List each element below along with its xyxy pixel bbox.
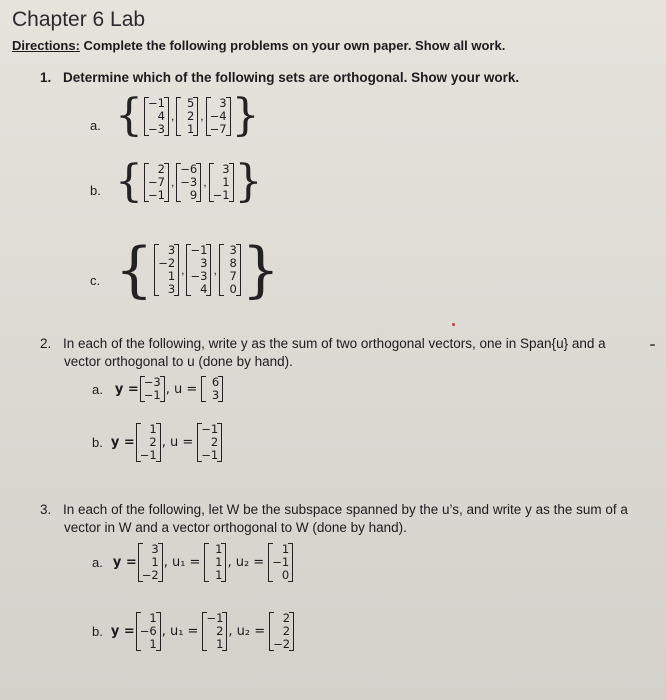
vector-u1: −1 2 1	[202, 612, 227, 651]
set-1b: { 2 −7 −1 , −6 −3 9 , 3 1 −1 }	[115, 156, 263, 207]
y-equals: y =	[110, 624, 135, 639]
vector-1a-1: −1 4 −3	[144, 97, 169, 136]
part-3b-label: b.	[92, 624, 103, 639]
directions-label: Directions:	[12, 38, 80, 53]
vector-u2: 1 −1 0	[268, 543, 293, 582]
page-title: Chapter 6 Lab	[12, 8, 146, 31]
problem-2-text-1: In each of the following, write y as the sum of two orthogonal vectors, one in Span{u} and a	[63, 336, 606, 351]
vector-u: −1 2 −1	[197, 423, 222, 462]
problem-3-line-1	[40, 502, 628, 517]
problem-2-number: 2.	[40, 336, 52, 351]
u-equals: , u =	[161, 435, 194, 450]
part-1b-label: b.	[90, 183, 101, 198]
problem-2-text-2: vector orthogonal to u (done by hand).	[64, 354, 293, 369]
part-1a-label: a.	[90, 118, 101, 133]
problem-3-text-2: vector in W and a vector orthogonal to W (done by hand).	[64, 520, 407, 535]
set-1c: { 3 −2 1 3 , −1 3 −3 4 , 3 8 7 0 }	[115, 235, 280, 305]
problem-1-number: 1.	[40, 70, 52, 85]
u2-equals: , u₂ =	[228, 624, 266, 639]
u1-equals: , u₁ =	[161, 624, 199, 639]
vector-1b-1: 2 −7 −1	[144, 163, 169, 202]
part-1c-label: c.	[90, 273, 101, 288]
problem-1-text: Determine which of the following sets are orthogonal. Show your work.	[63, 70, 520, 85]
vector-y: 3 1 −2	[138, 543, 163, 582]
u2-equals: , u₂ =	[227, 555, 265, 570]
problem-3-number: 3.	[40, 502, 52, 517]
u1-equals: , u₁ =	[163, 555, 201, 570]
set-open-brace: {	[115, 156, 143, 207]
problem-3-text-1: In each of the following, let W be the subspace spanned by the u’s, and write y as the sum of a	[63, 502, 628, 517]
y-equals: y =	[110, 435, 135, 450]
vector-y: 1 2 −1	[136, 423, 161, 462]
part-3b	[92, 612, 295, 651]
directions	[12, 38, 505, 53]
vector-y: 1 −6 1	[136, 612, 161, 651]
set-close-brace: }	[231, 90, 260, 141]
part-2a	[92, 376, 224, 402]
vector-u1: 1 1 1	[204, 543, 226, 582]
problem-1-header	[40, 70, 519, 85]
vector-y: −3 −1	[140, 376, 165, 402]
u-equals: , u =	[165, 381, 198, 397]
part-3a-label: a.	[92, 555, 103, 570]
set-1a: { −1 4 −3 , 5 2 1 , 3 −4 −7 }	[115, 90, 260, 141]
directions-text: Complete the following problems on your own paper. Show all work.	[79, 38, 506, 53]
part-3a	[92, 543, 294, 582]
vector-1b-3: 3 1 −1	[209, 163, 234, 202]
paper-mark	[650, 344, 655, 346]
y-equals: y =	[114, 381, 139, 397]
set-open-brace: {	[115, 235, 154, 305]
vector-1c-2: −1 3 −3 4	[186, 244, 211, 296]
vector-1a-3: 3 −4 −7	[206, 97, 231, 136]
part-2a-label: a.	[92, 381, 103, 397]
y-equals: y =	[112, 555, 137, 570]
set-close-brace: }	[234, 156, 263, 207]
part-2b	[92, 423, 223, 462]
vector-1c-3: 3 8 7 0	[219, 244, 241, 296]
vector-1a-2: 5 2 1	[176, 97, 198, 136]
vector-1b-2: −6 −3 9	[176, 163, 201, 202]
vector-u: 6 3	[201, 376, 223, 402]
problem-2-line-1	[40, 336, 606, 351]
part-2b-label: b.	[92, 435, 103, 450]
paper-speck	[452, 323, 455, 326]
set-open-brace: {	[115, 90, 143, 141]
vector-u2: 2 2 −2	[269, 612, 294, 651]
vector-1c-1: 3 −2 1 3	[154, 244, 179, 296]
set-close-brace: }	[241, 235, 280, 305]
